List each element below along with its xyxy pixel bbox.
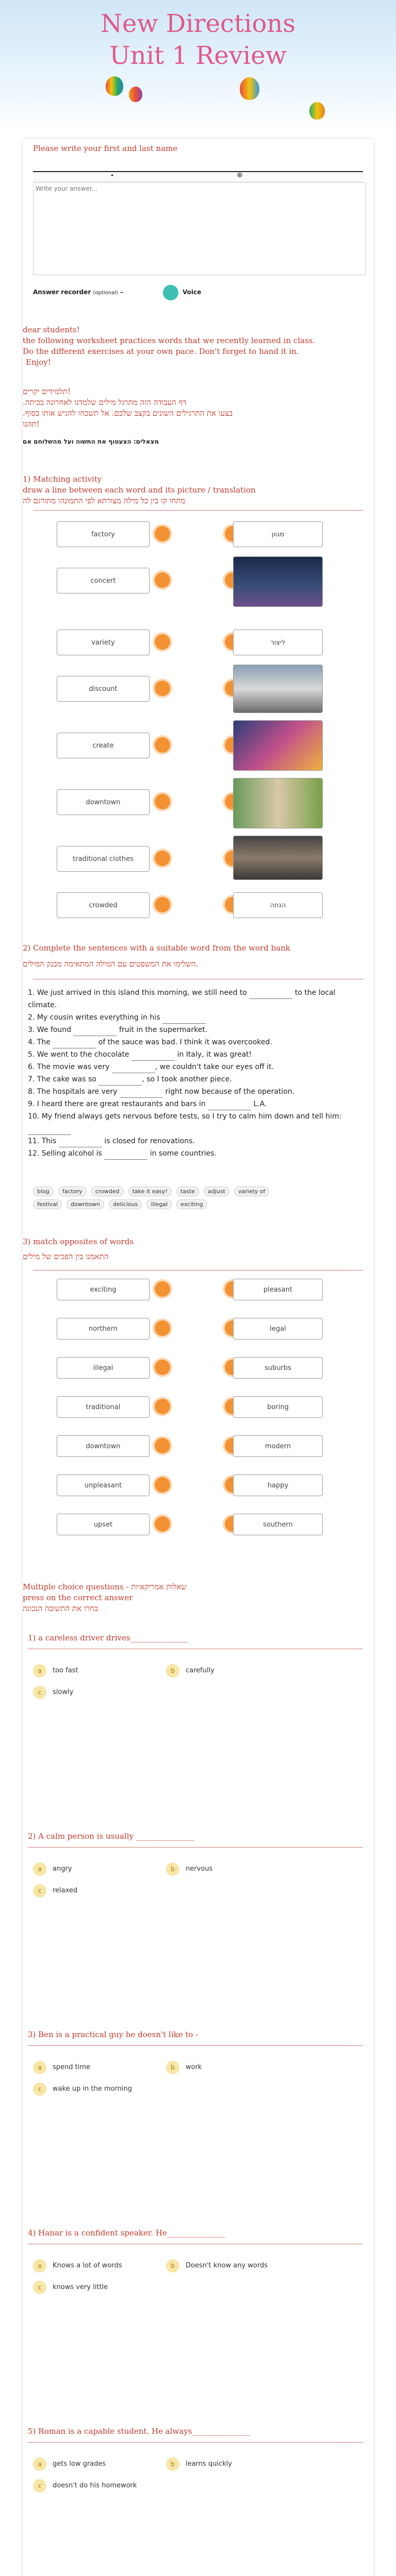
option-a-button[interactable]: a [33, 2458, 46, 2471]
blank-input[interactable] [28, 1127, 71, 1135]
sentence-item: 1. We just arrived in this island this morning, we still need to to the local climate. [28, 989, 336, 1009]
intro-line: the following worksheet practices words that we recently learned in class. [23, 336, 316, 345]
option-c-button[interactable]: c [33, 2281, 46, 2294]
match-target-text[interactable]: הנחה [233, 892, 323, 918]
option-b-text[interactable]: work [186, 2063, 202, 2071]
opposite-right[interactable]: southern [233, 1514, 323, 1535]
matching-subtitle: draw a line between each word and its picture / translation [23, 485, 256, 495]
match-dot[interactable] [155, 1477, 170, 1493]
link-icon[interactable]: ⊕ [237, 171, 243, 179]
word-chip[interactable]: downtown [67, 1199, 104, 1209]
opposite-left[interactable]: illegal [57, 1357, 150, 1379]
match-dot[interactable] [155, 1438, 170, 1453]
intro-line: Do the different exercises at your own pace. Don't forget to hand it in. [23, 347, 299, 356]
concert-photo[interactable] [233, 556, 323, 607]
sentence-item: 4. The of the sauce was bad. I think it was overcooked. [28, 1036, 363, 1048]
intro-hebrew-line: !תלמידים יקרים [23, 387, 71, 396]
opposites-title: 3) match opposites of words [23, 1237, 134, 1246]
blank-input[interactable] [104, 1152, 147, 1160]
recorder-optional-text: (optional) [93, 290, 118, 296]
option-c-button[interactable]: c [33, 1884, 46, 1897]
option-a-text[interactable]: angry [53, 1865, 72, 1873]
opposite-left[interactable]: unpleasant [57, 1475, 150, 1496]
worksheet-card [23, 139, 373, 2576]
sentence-item: 8. The hospitals are very right now because of the operation. [28, 1086, 363, 1098]
option-c-button[interactable]: c [33, 1686, 46, 1699]
opposite-right[interactable]: legal [233, 1318, 323, 1340]
option-b-button[interactable]: b [166, 2458, 179, 2471]
word-chip[interactable]: delicious [109, 1199, 142, 1209]
option-c-button[interactable]: c [33, 2479, 46, 2493]
match-dot[interactable] [155, 1281, 170, 1297]
answer-recorder-label: Answer recorder (optional) – [33, 289, 123, 296]
opposite-right[interactable]: modern [233, 1435, 323, 1457]
balloon-icon [309, 102, 325, 120]
opposites-header [23, 1236, 353, 1262]
blank-input[interactable] [59, 1140, 102, 1147]
word-bank [32, 1185, 362, 1211]
match-target-text[interactable]: ליצור [233, 630, 323, 655]
blank-input[interactable] [131, 1053, 175, 1061]
mc-header [23, 1582, 353, 1614]
match-word[interactable]: create [57, 733, 150, 758]
mc-question: 3) Ben is a practical guy he doesn't like to - [28, 2030, 199, 2039]
voice-label: Voice [183, 289, 202, 296]
traditional-clothes-photo[interactable] [233, 778, 323, 828]
opposite-left[interactable]: exciting [57, 1279, 150, 1300]
intro-line: dear students! [23, 325, 80, 334]
divider [28, 2442, 363, 2443]
downtown-photo[interactable] [233, 720, 323, 771]
option-b-button[interactable]: b [166, 2061, 179, 2074]
match-word[interactable]: crowded [57, 892, 150, 918]
option-c-text[interactable]: slowly [53, 1688, 74, 1696]
blank-input[interactable] [249, 991, 292, 999]
option-c-button[interactable]: c [33, 2082, 46, 2096]
opposite-left[interactable]: downtown [57, 1435, 150, 1457]
blank-input[interactable] [112, 1065, 155, 1073]
name-prompt: Please write your first and last name [33, 144, 178, 153]
sentence-item: 11. This is closed for renovations. [28, 1135, 363, 1147]
option-b-text[interactable]: learns quickly [186, 2460, 232, 2468]
sentence-item: 6. The movie was very , we couldn't take our eyes off it. [28, 1061, 363, 1073]
matching-header [23, 474, 353, 506]
match-dot[interactable] [155, 737, 170, 753]
word-chip[interactable]: blog [33, 1187, 54, 1196]
opposite-right[interactable]: happy [233, 1475, 323, 1496]
blank-input[interactable] [120, 1090, 163, 1098]
match-word[interactable]: concert [57, 568, 150, 594]
sentence-item: 7. The cake was so , so I took another piece. [28, 1073, 363, 1086]
word-chip[interactable]: festival [33, 1199, 62, 1209]
intro-note: מצאלים: הצעטוף את התשוה ועל מהשלוחם אם [23, 438, 159, 445]
opposite-left[interactable]: upset [57, 1514, 150, 1535]
match-word[interactable]: downtown [57, 789, 150, 815]
match-word[interactable]: traditional clothes [57, 846, 150, 872]
answer-toolbar[interactable] [33, 171, 363, 182]
word-chip[interactable]: crowded [91, 1187, 124, 1196]
match-dot[interactable] [155, 851, 170, 866]
intro-hebrew-line: בצעו את התרגילים השונים בקצב שלכם. אל תשכחו להגיש אותו בסוף. [23, 409, 233, 418]
divider [33, 510, 363, 511]
divider [28, 1847, 363, 1848]
option-b-text[interactable]: Doesn't know any words [186, 2262, 268, 2269]
match-word[interactable]: discount [57, 676, 150, 702]
opposite-left[interactable]: northern [57, 1318, 150, 1340]
word-chip[interactable]: variety of [234, 1187, 270, 1196]
intro-hebrew-line: דף העבודה הזה מתרגל מילים שלמדנו לאחרונה בכיתה. [23, 398, 187, 407]
opposites-hebrew: התאמנו בין הפכים של מילים [23, 1252, 109, 1261]
recorder-label-text: Answer recorder [33, 289, 91, 296]
word-chip[interactable]: illegal [146, 1199, 172, 1209]
option-a-text[interactable]: spend time [53, 2063, 91, 2071]
match-dot[interactable] [155, 634, 170, 650]
balloon-icon [106, 76, 123, 96]
name-answer-input[interactable] [33, 182, 366, 275]
mc-question: 2) A calm person is usually _______________ [28, 1832, 194, 1841]
option-a-button[interactable]: a [33, 2061, 46, 2074]
mc-question: 5) Roman is a capable student. He always_______________ [28, 2427, 251, 2436]
sentences-title: 2) Complete the sentences with a suitable word from the word bank [23, 943, 290, 953]
balloon-icon [129, 87, 142, 102]
sentence-item: 2. My cousin writes everything in his [28, 1011, 363, 1024]
match-dot[interactable] [155, 1360, 170, 1375]
option-a-button[interactable]: a [33, 2259, 46, 2273]
option-a-text[interactable]: Knows a lot of words [53, 2262, 122, 2269]
opposite-left[interactable]: traditional [57, 1396, 150, 1418]
sentences-list [28, 987, 363, 1160]
balloon-icon [240, 77, 259, 100]
option-b-text[interactable]: nervous [186, 1865, 213, 1873]
word-chip[interactable]: take it easy! [128, 1187, 172, 1196]
option-a-button[interactable]: a [33, 1664, 46, 1677]
sentence-item: 3. We found fruit in the supermarket. [28, 1024, 363, 1036]
intro-text [23, 325, 353, 368]
blank-input[interactable] [53, 1041, 96, 1048]
intro-hebrew [23, 386, 353, 430]
match-word[interactable]: factory [57, 521, 150, 547]
option-c-text[interactable]: knows very little [53, 2283, 108, 2291]
mc-question: 1) a careless driver drives_______________ [28, 1633, 189, 1642]
blank-input[interactable] [98, 1078, 142, 1086]
mc-question: 4) Hanar is a confident speaker. He_______________ [28, 2228, 225, 2238]
match-dot[interactable] [155, 1399, 170, 1414]
blank-input[interactable] [162, 1016, 206, 1024]
page-title-line2: Unit 1 Review [109, 41, 287, 70]
option-a-text[interactable]: too fast [53, 1667, 78, 1674]
match-dot[interactable] [155, 1516, 170, 1532]
match-dot[interactable] [155, 794, 170, 809]
page-title-line1: New Directions [101, 9, 295, 38]
match-dot[interactable] [155, 1320, 170, 1336]
word-chip[interactable]: exciting [176, 1199, 207, 1209]
opposite-right[interactable]: boring [233, 1396, 323, 1418]
word-chip[interactable]: adjust [204, 1187, 229, 1196]
page-header [0, 0, 396, 129]
sentences-header [23, 943, 363, 970]
blank-input[interactable] [208, 1103, 251, 1110]
option-b-button[interactable]: b [166, 1862, 179, 1876]
opposite-right[interactable]: suburbs [233, 1357, 323, 1379]
mc-subtitle: press on the correct answer [23, 1593, 133, 1602]
match-word[interactable]: variety [57, 630, 150, 655]
option-b-button[interactable]: b [166, 2259, 179, 2273]
option-c-text[interactable]: wake up in the morning [53, 2085, 132, 2093]
match-dot[interactable] [155, 526, 170, 541]
intro-hebrew-line: !תהנו [23, 419, 40, 429]
match-dot[interactable] [155, 681, 170, 696]
sentences-hebrew: .השלימו את המשפטים עם המילה המתאימה מבנק המילים [23, 959, 199, 969]
blank-input[interactable] [73, 1028, 117, 1036]
match-dot[interactable] [155, 897, 170, 912]
matching-hebrew: מתחו קו בין כל מילה מצורתא לפי התמונהו מתורגם לה [23, 496, 186, 505]
sentence-item: 12. Selling alcohol is in some countries. [28, 1147, 363, 1160]
mc-hebrew: בחרו את התשובה הנכונה [23, 1604, 98, 1613]
match-dot[interactable] [155, 572, 170, 588]
option-a-text[interactable]: gets low grades [53, 2460, 106, 2468]
underline-icon[interactable]: • [110, 172, 114, 179]
sentence-item: 9. I heard there are great restaurants and bars in L.A. [28, 1098, 363, 1110]
option-b-button[interactable]: b [166, 1664, 179, 1677]
divider [28, 2045, 363, 2046]
match-target-text[interactable]: מגוון [233, 521, 323, 547]
factory-photo[interactable] [233, 665, 323, 713]
opposite-right[interactable]: pleasant [233, 1279, 323, 1300]
word-chip[interactable]: taste [176, 1187, 199, 1196]
sentence-item: 10. My friend always gets nervous before tests, so I try to calm him down and tell him: [28, 1110, 363, 1135]
intro-line: Enjoy! [26, 358, 51, 367]
option-c-text[interactable]: doesn't do his homework [53, 2482, 137, 2489]
option-a-button[interactable]: a [33, 1862, 46, 1876]
record-voice-button[interactable] [163, 285, 178, 300]
crowded-photo[interactable] [233, 836, 323, 880]
word-chip[interactable]: factory [58, 1187, 87, 1196]
mc-title: Multiple choice questions - שאלות אמריקאיות [23, 1582, 187, 1591]
option-c-text[interactable]: relaxed [53, 1887, 78, 1894]
matching-title: 1) Matching activity [23, 474, 102, 484]
option-b-text[interactable]: carefully [186, 1667, 214, 1674]
sentence-item: 5. We went to the chocolate in Italy, it was great! [28, 1048, 363, 1061]
